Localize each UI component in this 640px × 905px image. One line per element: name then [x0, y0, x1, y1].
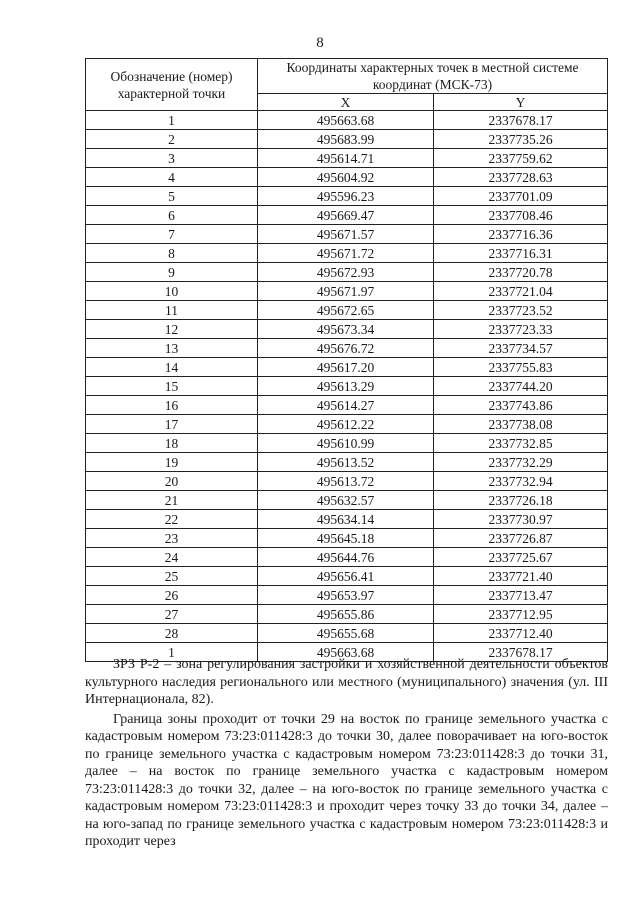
cell-x: 495663.68 [258, 111, 434, 130]
cell-point: 14 [86, 358, 258, 377]
cell-point: 25 [86, 567, 258, 586]
cell-y: 2337716.31 [434, 244, 608, 263]
cell-y: 2337738.08 [434, 415, 608, 434]
cell-point: 9 [86, 263, 258, 282]
cell-x: 495663.68 [258, 643, 434, 662]
table-row [86, 586, 608, 605]
cell-point: 12 [86, 320, 258, 339]
table-row [86, 263, 608, 282]
cell-x: 495614.27 [258, 396, 434, 415]
cell-x: 495673.34 [258, 320, 434, 339]
zone-description [85, 656, 608, 851]
page-number: 8 [316, 35, 324, 51]
cell-y: 2337759.62 [434, 149, 608, 168]
cell-y: 2337743.86 [434, 396, 608, 415]
cell-y: 2337712.40 [434, 624, 608, 643]
table-row [86, 605, 608, 624]
table-row [86, 168, 608, 187]
cell-x: 495610.99 [258, 434, 434, 453]
cell-x: 495613.29 [258, 377, 434, 396]
cell-x: 495676.72 [258, 339, 434, 358]
cell-x: 495671.97 [258, 282, 434, 301]
cell-y: 2337713.47 [434, 586, 608, 605]
cell-x: 495669.47 [258, 206, 434, 225]
cell-point: 10 [86, 282, 258, 301]
cell-y: 2337723.33 [434, 320, 608, 339]
cell-x: 495613.52 [258, 453, 434, 472]
header-point-designation: Обозначение (номер) характерной точки [86, 59, 258, 111]
cell-x: 495671.72 [258, 244, 434, 263]
table-row [86, 415, 608, 434]
cell-y: 2337732.29 [434, 453, 608, 472]
table-row [86, 320, 608, 339]
cell-x: 495671.57 [258, 225, 434, 244]
cell-point: 21 [86, 491, 258, 510]
table-row [86, 434, 608, 453]
zone-definition-paragraph: ЗРЗ Р-2 – зона регулирования застройки и хозяйственной деятельности объектов культурного наследия регионального или местного (муниципального) значения (ул. III Интернационала, 82). [85, 657, 608, 707]
table-row [86, 244, 608, 263]
cell-x: 495655.86 [258, 605, 434, 624]
table-row [86, 149, 608, 168]
table-row [86, 111, 608, 130]
cell-point: 4 [86, 168, 258, 187]
cell-point: 24 [86, 548, 258, 567]
coordinates-table [85, 58, 608, 662]
cell-x: 495634.14 [258, 510, 434, 529]
cell-point: 20 [86, 472, 258, 491]
cell-point: 11 [86, 301, 258, 320]
cell-point: 27 [86, 605, 258, 624]
cell-y: 2337726.18 [434, 491, 608, 510]
coordinates-table-body [86, 111, 608, 662]
cell-point: 2 [86, 130, 258, 149]
cell-y: 2337734.57 [434, 339, 608, 358]
cell-point: 17 [86, 415, 258, 434]
table-row [86, 206, 608, 225]
cell-point: 19 [86, 453, 258, 472]
zone-boundary-paragraph: Граница зоны проходит от точки 29 на восток по границе земельного участка с кадастровым номером 73:23:011428:3 до точки 30, далее поворачивает на юго-восток по границе земельного участка с кадастровым номером 73:23:011428:3 до точки 31, далее – на восток по границе земельного участка с кадастровым номером 73:23:011428:3 до точки 32, далее – на юго-восток по границе земельного участка с кадастровым номером 73:23:011428:3 и проходит через точку 33 до точки 34, далее – на юго-запад по границе земельного участка с кадастровым номером 73:23:011428:3 и проходит через [85, 711, 608, 849]
table-row [86, 548, 608, 567]
cell-y: 2337732.94 [434, 472, 608, 491]
cell-x: 495632.57 [258, 491, 434, 510]
cell-x: 495613.72 [258, 472, 434, 491]
cell-point: 15 [86, 377, 258, 396]
cell-y: 2337755.83 [434, 358, 608, 377]
cell-x: 495644.76 [258, 548, 434, 567]
cell-y: 2337744.20 [434, 377, 608, 396]
table-row [86, 282, 608, 301]
cell-x: 495617.20 [258, 358, 434, 377]
table-row [86, 301, 608, 320]
table-row [86, 225, 608, 244]
cell-y: 2337716.36 [434, 225, 608, 244]
table-row [86, 624, 608, 643]
table-row [86, 529, 608, 548]
table-row [86, 130, 608, 149]
cell-x: 495672.65 [258, 301, 434, 320]
cell-y: 2337730.97 [434, 510, 608, 529]
cell-point: 8 [86, 244, 258, 263]
cell-y: 2337708.46 [434, 206, 608, 225]
cell-y: 2337678.17 [434, 111, 608, 130]
cell-y: 2337725.67 [434, 548, 608, 567]
cell-x: 495614.71 [258, 149, 434, 168]
table-row [86, 567, 608, 586]
cell-y: 2337721.04 [434, 282, 608, 301]
cell-point: 13 [86, 339, 258, 358]
cell-x: 495672.93 [258, 263, 434, 282]
table-row [86, 453, 608, 472]
cell-y: 2337712.95 [434, 605, 608, 624]
cell-y: 2337678.17 [434, 643, 608, 662]
cell-y: 2337701.09 [434, 187, 608, 206]
cell-x: 495604.92 [258, 168, 434, 187]
cell-x: 495656.41 [258, 567, 434, 586]
table-row [86, 339, 608, 358]
cell-x: 495683.99 [258, 130, 434, 149]
cell-point: 18 [86, 434, 258, 453]
table-row [86, 377, 608, 396]
cell-point: 6 [86, 206, 258, 225]
cell-x: 495653.97 [258, 586, 434, 605]
cell-point: 22 [86, 510, 258, 529]
cell-x: 495645.18 [258, 529, 434, 548]
cell-point: 1 [86, 643, 258, 662]
cell-x: 495596.23 [258, 187, 434, 206]
cell-point: 1 [86, 111, 258, 130]
table-row [86, 358, 608, 377]
cell-y: 2337732.85 [434, 434, 608, 453]
cell-y: 2337735.26 [434, 130, 608, 149]
cell-point: 26 [86, 586, 258, 605]
header-x: X [258, 94, 434, 111]
table-row [86, 472, 608, 491]
cell-y: 2337723.52 [434, 301, 608, 320]
table-row [86, 187, 608, 206]
cell-point: 23 [86, 529, 258, 548]
cell-x: 495612.22 [258, 415, 434, 434]
cell-point: 7 [86, 225, 258, 244]
cell-point: 3 [86, 149, 258, 168]
cell-point: 28 [86, 624, 258, 643]
cell-x: 495655.68 [258, 624, 434, 643]
cell-y: 2337720.78 [434, 263, 608, 282]
table-row [86, 510, 608, 529]
table-row [86, 396, 608, 415]
cell-y: 2337726.87 [434, 529, 608, 548]
cell-y: 2337728.63 [434, 168, 608, 187]
table-row [86, 491, 608, 510]
cell-y: 2337721.40 [434, 567, 608, 586]
cell-point: 16 [86, 396, 258, 415]
header-y: Y [434, 94, 608, 111]
header-coordinates: Координаты характерных точек в местной системе координат (МСК-73) [258, 59, 608, 94]
cell-point: 5 [86, 187, 258, 206]
table-header-row [86, 59, 608, 94]
